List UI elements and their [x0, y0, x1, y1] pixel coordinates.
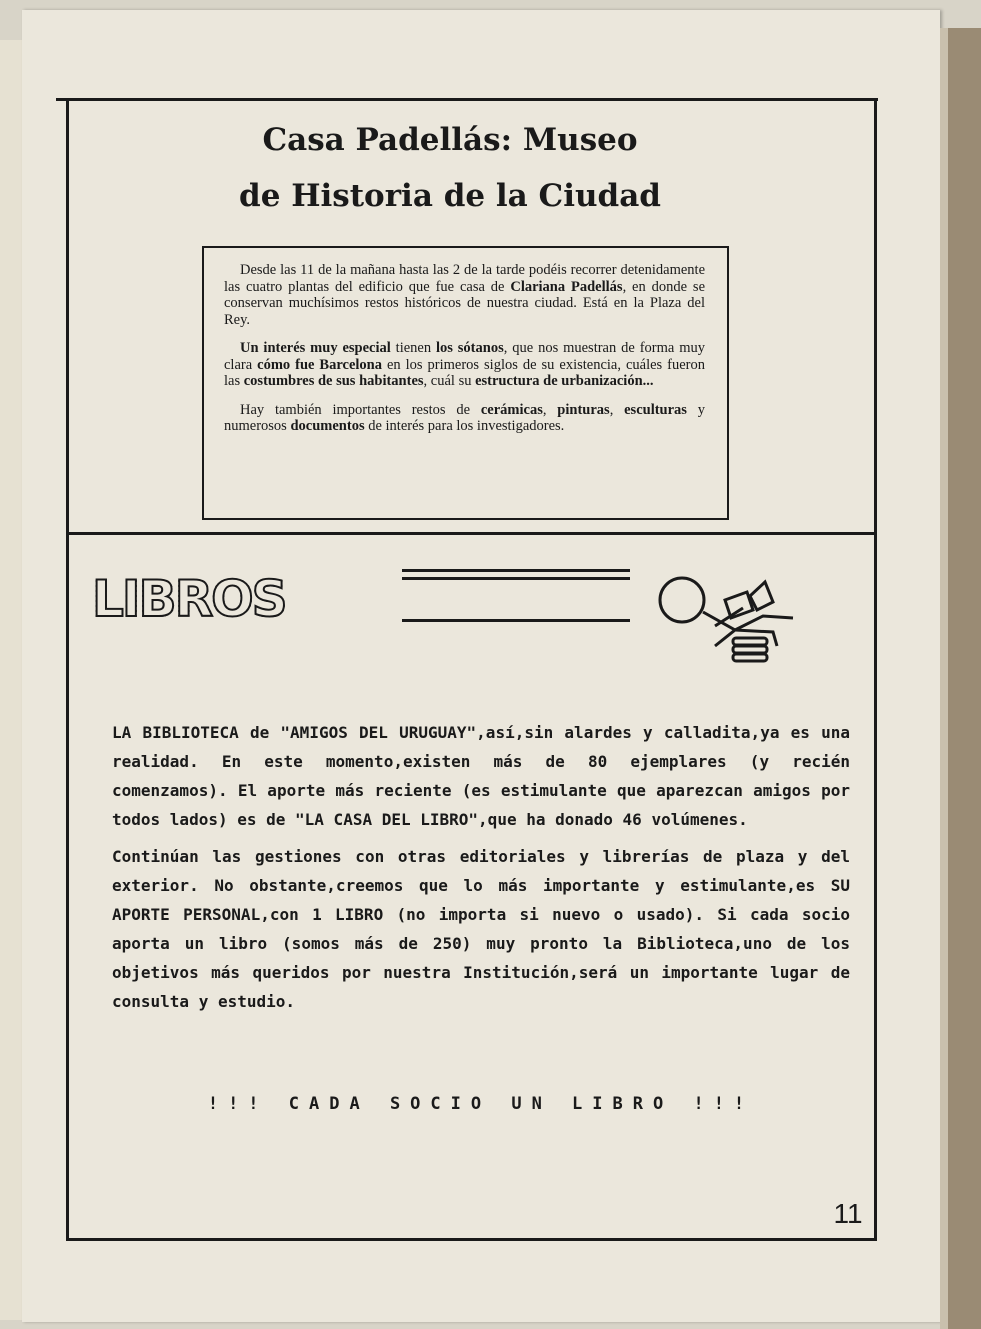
libros-paragraph-2: Continúan las gestiones con otras editoriales y librerías de plaza y del exterior. No obstante,creemos que lo más importante y estimulante,es SU APORTE PERSONAL,con 1 LIBRO (no importa si nuevo o usado). Si cada socio aporta un libro (somos más de 250) muy pronto la Biblioteca,uno de los objetivos más queridos por nuestra Institución,será un importante lugar de consulta y estudio.	[112, 847, 850, 1011]
frame-bottom-rule	[66, 1238, 877, 1241]
text-run: y numerosos	[224, 401, 706, 434]
libros-paragraph-1: LA BIBLIOTECA de "AMIGOS DEL URUGUAY",así,sin alardes y calladita,ya es una realidad. En este momento,existen más de 80 ejemplares (y recién comenzamos). El aporte más reciente (es estimulante que aparezcan amigos por todos lados) es de "LA CASA DEL LIBRO",que ha donado 46 volúmenes.	[112, 723, 850, 829]
text-run: Hay también importantes restos de	[240, 401, 481, 418]
frame-right-rule	[874, 100, 877, 1240]
article-paragraph-1	[224, 262, 705, 328]
bold-run: documentos	[290, 418, 365, 434]
libros-rule-top-2	[402, 577, 630, 580]
text-run: en los primeros siglos de su existencia, cuáles fueron las	[224, 356, 705, 389]
text-run: , que nos muestran de forma muy clara	[224, 340, 705, 373]
article-title-line-2: de Historia de la Ciudad	[239, 178, 661, 214]
text-run: Desde las 11 de la mañana hasta las 2 de la tarde podéis recorrer detenidamente las cuatro plantas del edificio que fue casa de	[224, 262, 705, 295]
scan-background-edge	[940, 28, 981, 1329]
bold-run: pinturas	[557, 401, 610, 418]
libros-title: LIBROS	[92, 570, 286, 628]
bold-run: estructura de urbanización...	[475, 373, 654, 389]
article-title	[200, 112, 700, 224]
figure-reading-books-icon	[655, 568, 805, 668]
article-box	[202, 246, 729, 520]
section-divider	[66, 532, 877, 535]
libros-rule-bottom	[402, 619, 630, 622]
bold-run: los sótanos	[435, 340, 504, 356]
frame-top-rule	[56, 98, 878, 101]
bold-run: Un interés muy especial	[240, 340, 391, 356]
page-number: 11	[833, 1198, 863, 1229]
libros-body	[112, 718, 850, 1024]
text-run: , cuál su	[423, 373, 476, 389]
article-paragraph-3	[224, 402, 705, 435]
bold-run: cómo fue Barcelona	[257, 356, 382, 373]
bold-run: esculturas	[624, 401, 687, 418]
libros-header	[92, 567, 632, 627]
article-paragraph-2	[224, 340, 705, 390]
text-run: ,	[609, 401, 625, 418]
article-title-line-1: Casa Padellás: Museo	[262, 122, 638, 158]
bold-run: costumbres de sus habitantes	[243, 373, 424, 389]
text-run: de interés para los investigadores.	[364, 418, 565, 434]
text-run: , en donde se conservan muchísimos restos históricos de nuestra ciudad. Está en la Plaza del Rey.	[224, 278, 706, 328]
libros-rule-top	[402, 569, 630, 572]
bold-run: cerámicas	[480, 401, 543, 418]
frame-left-rule	[66, 100, 69, 1240]
libros-slogan: !!! CADA SOCIO UN LIBRO !!!	[207, 1094, 755, 1114]
bold-run: Clariana Padellás	[510, 278, 623, 295]
left-page-edge	[0, 40, 24, 1320]
text-run: tienen	[390, 340, 436, 356]
text-run: ,	[542, 401, 558, 418]
